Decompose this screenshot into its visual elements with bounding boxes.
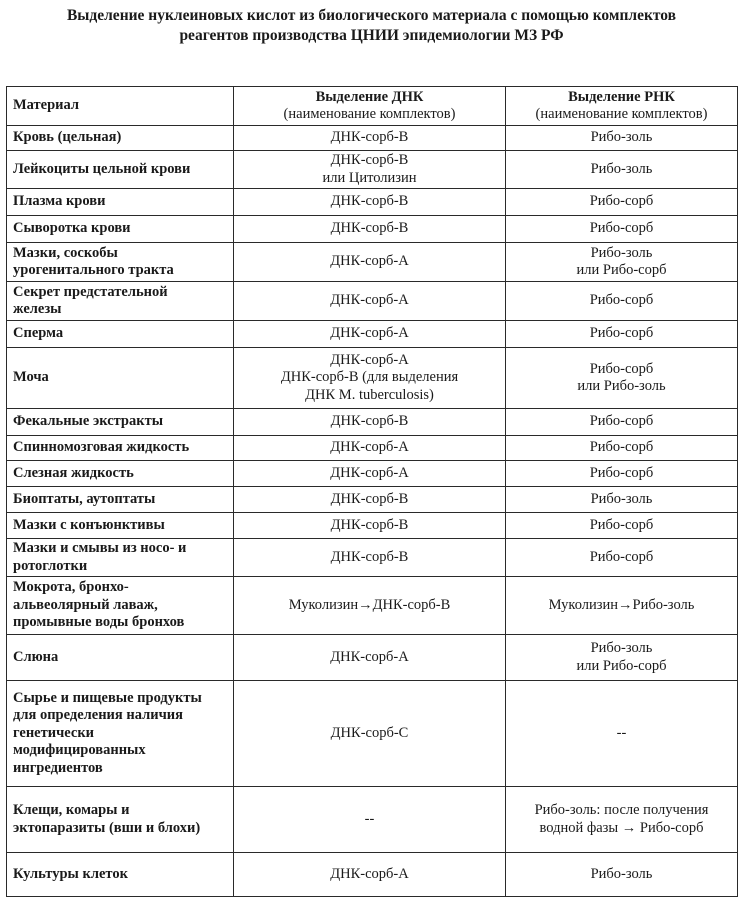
table-row [7,513,738,539]
material-cell-line: Моча [13,369,49,386]
dna-kit-cell [234,461,506,487]
dna-kit-cell-line: ДНК-сорб-А [330,439,409,456]
rna-kit-cell-line: Рибо-сорб [589,439,654,456]
dna-kit-cell-line: ДНК-сорб-В [330,516,409,533]
dna-kit-cell [234,539,506,577]
material-cell-line: Культуры клеток [13,865,128,882]
dna-kit-cell-line: ДНК-сорб-А [330,648,409,665]
material-cell-line: Секрет предстательной [13,283,168,300]
dna-kit-cell-line: ДНК-сорб-В [330,220,409,237]
material-cell [7,681,234,787]
rna-kit-cell [506,126,738,151]
header-rna [506,87,738,126]
rna-kit-cell [506,853,738,897]
material-cell-line: альвеолярный лаваж, [13,596,158,613]
dna-kit-cell-line: ДНК-сорб-А [330,253,409,270]
rna-kit-cell [506,487,738,513]
dna-kit-cell [234,513,506,539]
dna-kit-cell [234,577,506,635]
dna-kit-cell-line: ДНК-сорб-В [330,548,409,565]
header-rna-subtitle: (наименование комплектов) [535,106,708,122]
header-material: Материал [7,87,234,126]
header-dna-title: Выделение ДНК [315,88,424,105]
dna-kit-cell [234,787,506,853]
dna-kit-cell-line: ДНК-сорб-А [330,325,409,342]
material-cell [7,787,234,853]
material-cell-line: Сыворотка крови [13,220,131,237]
material-cell [7,577,234,635]
table-row [7,635,738,681]
rna-kit-cell [506,681,738,787]
header-rna-title: Выделение РНК [568,88,675,105]
rna-kit-cell-line: Рибо-золь: после получения [534,802,709,818]
material-cell-line: промывные воды бронхов [13,614,185,631]
dna-kit-cell-line: ДНК-сорб-В (для выделения [280,369,459,386]
page-title [0,6,743,46]
rna-kit-cell-line: Рибо-золь [590,129,653,146]
rna-kit-cell-line: Рибо-сорб [589,220,654,237]
material-cell [7,487,234,513]
material-cell-line: Слезная жидкость [13,464,134,481]
material-cell [7,189,234,216]
table-row [7,461,738,487]
table-row [7,189,738,216]
rna-kit-cell-line: водной фазы → Рибо-сорб [539,819,704,836]
material-cell-line: Биоптаты, аутоптаты [13,490,156,507]
rna-kit-cell-line: Рибо-сорб [589,292,654,309]
header-row [7,87,738,126]
rna-kit-cell [506,577,738,635]
dna-kit-cell [234,853,506,897]
material-cell-line: модифицированных [13,742,146,759]
rna-kit-cell-line: Рибо-сорб [589,464,654,481]
extraction-kits-table [6,86,738,897]
material-cell [7,348,234,409]
dna-kit-cell-line: ДНК-сорб-А [330,292,409,309]
material-cell [7,216,234,243]
rna-kit-cell [506,635,738,681]
dna-kit-cell [234,216,506,243]
dna-kit-cell-line: -- [364,810,375,827]
rna-kit-cell-line: Рибо-сорб [589,360,654,377]
rna-kit-cell [506,282,738,321]
material-cell-line: Клещи, комары и [13,802,130,818]
material-cell-line: Слюна [13,648,59,665]
dna-kit-cell-line: ДНК-сорб-В [330,490,409,507]
material-cell [7,409,234,436]
table-row [7,787,738,853]
material-cell-line: Спинномозговая жидкость [13,439,190,456]
material-cell-line: Фекальные экстракты [13,413,164,430]
rna-kit-cell-line: Рибо-золь [590,490,653,507]
dna-kit-cell-line: или Цитолизин [322,169,417,186]
table-row [7,487,738,513]
dna-kit-cell [234,681,506,787]
rna-kit-cell-line: Рибо-сорб [589,193,654,210]
material-cell [7,853,234,897]
rna-kit-cell-line: или Рибо-сорб [576,657,667,674]
dna-kit-cell-line: ДНК M. tuberculosis) [305,386,434,403]
dna-kit-cell [234,151,506,189]
table-body [7,126,738,897]
material-cell [7,513,234,539]
material-cell [7,436,234,461]
dna-kit-cell-line: Муколизин→ДНК-сорб-В [288,596,451,613]
dna-kit-cell [234,126,506,151]
material-cell-line: Лейкоциты цельной крови [13,160,191,177]
material-cell [7,126,234,151]
dna-kit-cell-line: ДНК-сорб-А [330,865,409,882]
table-row [7,577,738,635]
dna-kit-cell-line: ДНК-сорб-В [330,129,409,146]
table-row [7,243,738,282]
rna-kit-cell-line: Рибо-сорб [589,325,654,342]
dna-kit-cell [234,635,506,681]
material-cell-line: Сырье и пищевые продукты [13,689,202,706]
title-line-1: Выделение нуклеиновых кислот из биологического материала с помощью комплектов [66,7,677,24]
material-cell-line: Мокрота, бронхо- [13,579,129,596]
table-row [7,151,738,189]
table-row [7,436,738,461]
dna-kit-cell-line: ДНК-сорб-А [330,351,409,368]
dna-kit-cell [234,348,506,409]
rna-kit-cell-line: Рибо-золь [590,865,653,882]
dna-kit-cell-line: ДНК-сорб-В [330,193,409,210]
dna-kit-cell-line: ДНК-сорб-В [330,152,409,168]
table-row [7,681,738,787]
rna-kit-cell-line: Рибо-сорб [589,516,654,533]
rna-kit-cell-line: Рибо-золь [590,244,653,261]
table-row [7,282,738,321]
material-cell-line: Мазки и смывы из носо- и [13,540,187,556]
material-cell-line: Мазки, соскобы [13,244,118,261]
rna-kit-cell [506,189,738,216]
header-dna [234,87,506,126]
material-cell [7,461,234,487]
dna-kit-cell [234,409,506,436]
rna-kit-cell-line: Рибо-сорб [589,413,654,430]
rna-kit-cell [506,348,738,409]
table-row [7,216,738,243]
rna-kit-cell [506,409,738,436]
material-cell-line: Кровь (цельная) [13,129,122,146]
dna-kit-cell-line: ДНК-сорб-А [330,464,409,481]
dna-kit-cell [234,282,506,321]
material-cell-line: Мазки с конъюнктивы [13,516,165,533]
title-line-2: реагентов производства ЦНИИ эпидемиологии МЗ РФ [179,27,564,44]
rna-kit-cell-line: Рибо-золь [590,640,653,656]
material-cell-line: ротоглотки [13,557,88,574]
material-cell-line: железы [13,301,62,317]
material-cell-line: ингредиентов [13,759,103,776]
rna-kit-cell-line: Рибо-золь [590,160,653,177]
header-dna-subtitle: (наименование комплектов) [283,106,456,122]
material-cell [7,151,234,189]
material-cell-line: для определения наличия [13,707,183,724]
rna-kit-cell [506,539,738,577]
rna-kit-cell [506,151,738,189]
material-cell [7,635,234,681]
table-row [7,409,738,436]
table-row [7,321,738,348]
material-cell [7,539,234,577]
table-row [7,853,738,897]
rna-kit-cell [506,321,738,348]
dna-kit-cell [234,436,506,461]
dna-kit-cell [234,487,506,513]
material-cell-line: генетически [13,724,95,741]
material-cell-line: Плазма крови [13,193,106,210]
rna-kit-cell [506,513,738,539]
rna-kit-cell [506,461,738,487]
dna-kit-cell-line: ДНК-сорб-С [330,724,409,741]
rna-kit-cell-line: -- [616,724,627,741]
table-row [7,539,738,577]
dna-kit-cell [234,243,506,282]
dna-kit-cell [234,321,506,348]
rna-kit-cell-line: или Рибо-золь [577,378,666,394]
rna-kit-cell [506,216,738,243]
rna-kit-cell [506,243,738,282]
material-cell [7,243,234,282]
material-cell [7,282,234,321]
table-row [7,348,738,409]
material-cell-line: урогенитального тракта [13,262,174,278]
rna-kit-cell-line: Муколизин→Рибо-золь [548,596,695,613]
rna-kit-cell-line: или Рибо-сорб [576,262,667,278]
material-cell-line: эктопаразиты (вши и блохи) [13,819,201,836]
rna-kit-cell [506,436,738,461]
rna-kit-cell [506,787,738,853]
dna-kit-cell [234,189,506,216]
material-cell-line: Сперма [13,325,64,342]
rna-kit-cell-line: Рибо-сорб [589,548,654,565]
table-row [7,126,738,151]
material-cell [7,321,234,348]
dna-kit-cell-line: ДНК-сорб-В [330,413,409,430]
